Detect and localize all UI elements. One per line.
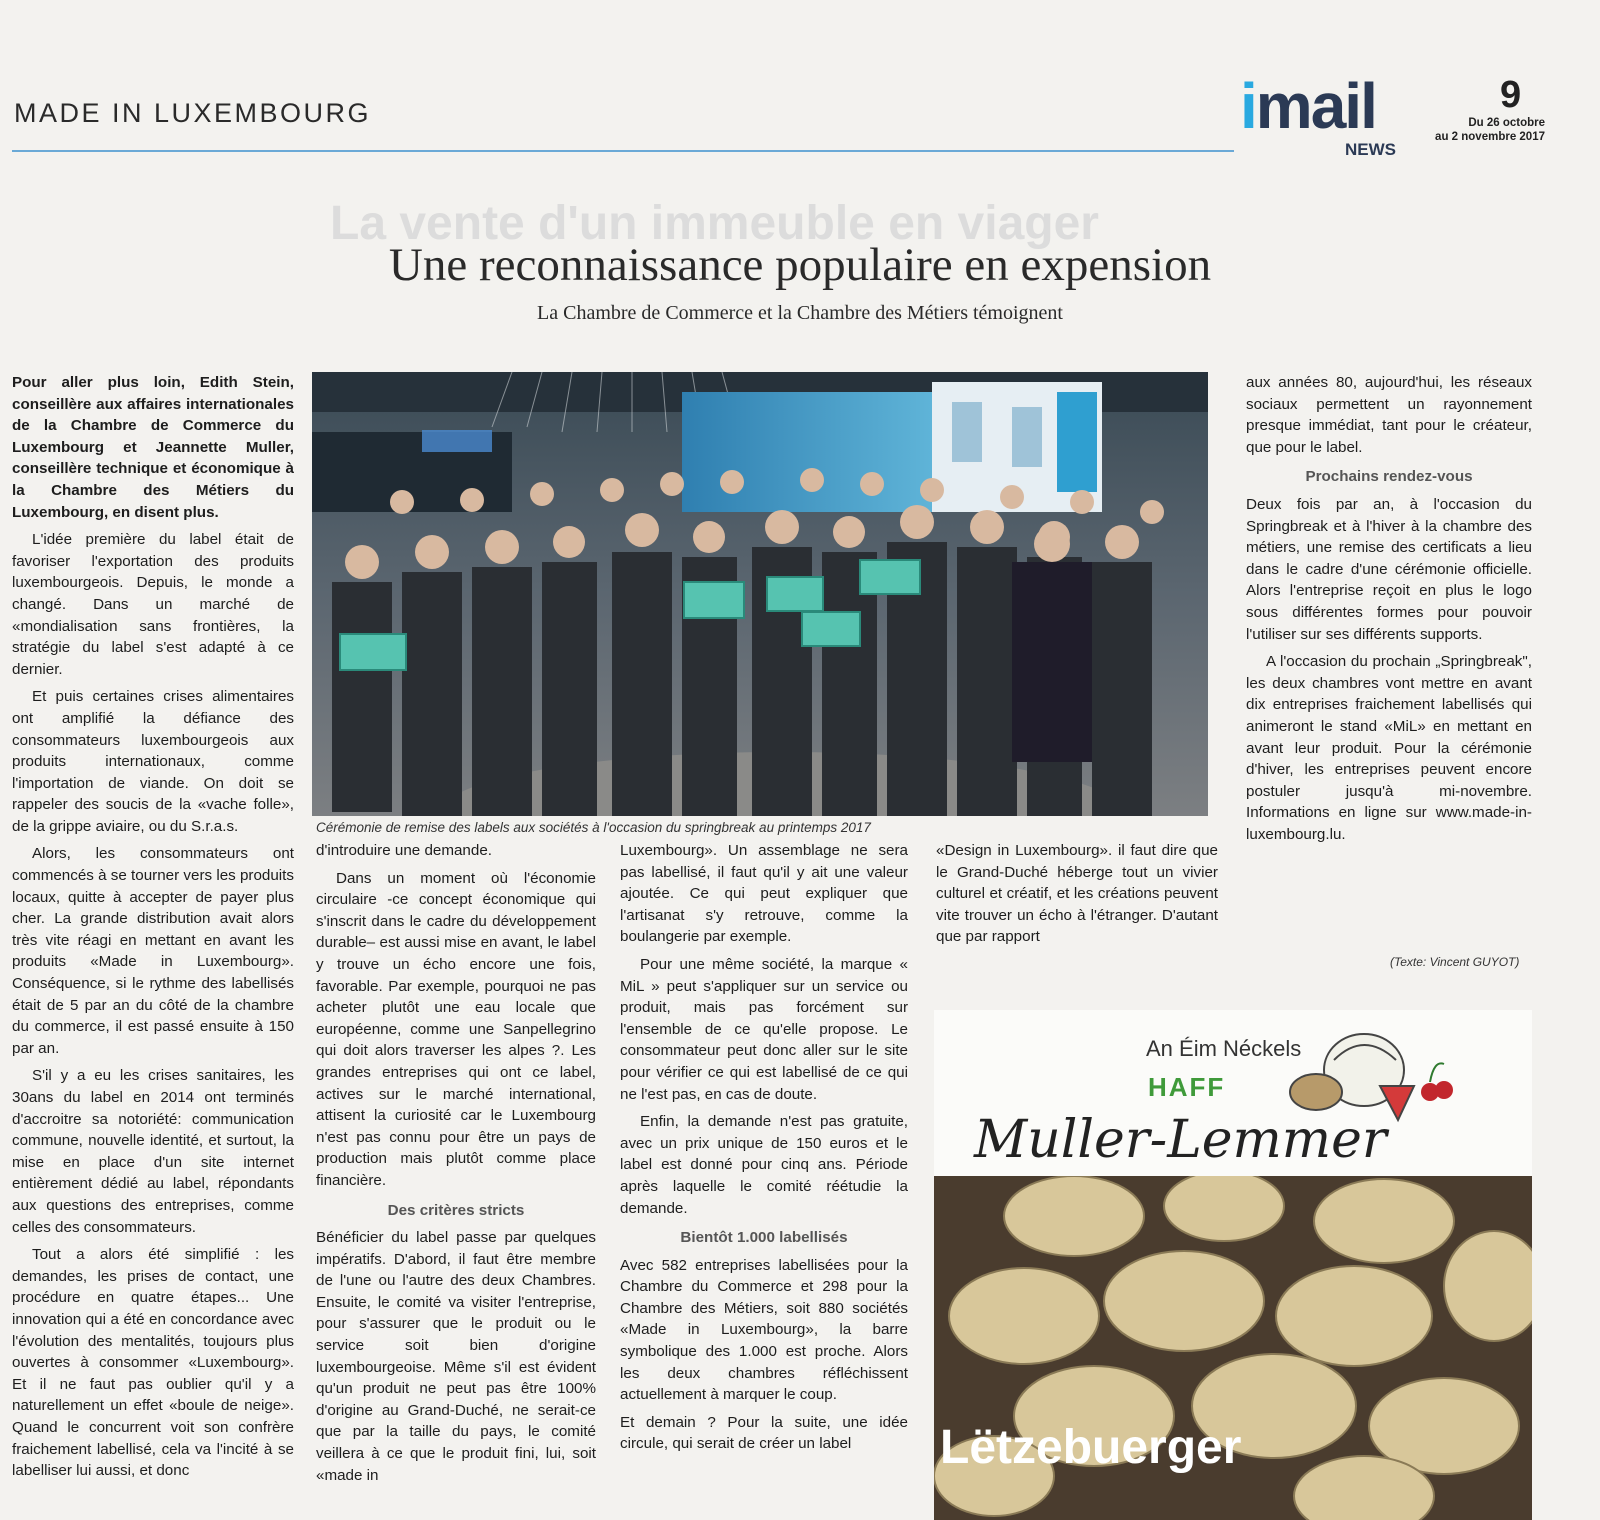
potato-photo <box>934 1176 1532 1520</box>
ad-farm-name: Muller-Lemmer <box>974 1110 1387 1170</box>
column-5 <box>1246 372 1532 851</box>
paragraph: Et demain ? Pour la suite, une idée circule, qui serait de créer un label <box>620 1413 908 1453</box>
paragraph: Alors, les consommateurs ont commencés à se tourner vers les produits locaux, quitte à accepter de payer plus cher. La grande distribution avait alors très vite réagi en mettant en avant les produits «Made in Luxembourg». Conséquence, si le rythme des labellisés était de 5 par an du côté de la chambre du commerce, il est passé ensuite à 150 par an. <box>12 845 294 1057</box>
article-subtitle: La Chambre de Commerce et la Chambre des Métiers témoignent <box>537 302 1063 324</box>
ad-top-line: An Éim Néckels <box>1146 1036 1302 1061</box>
ceremony-photo-graphic <box>312 372 1208 816</box>
imail-logo <box>1240 70 1376 142</box>
article-title: Une reconnaissance populaire en expension <box>388 239 1212 291</box>
ceremony-photo <box>312 372 1208 816</box>
header-rule <box>12 150 1234 152</box>
paragraph: Tout a alors été simplifié : les demandes, les prises de contact, une procédure en quatre étapes... Une innovation qui a été en concordance avec l'évolution des mentalités, toujours plus ouvertes à consommer «Luxembourg». Et il ne faut pas oublier qu'il y a naturellement un effet «boule de neige». Quand le concurrent voit son confrère fraichement labellisé, cela va l'incité à se labelliser lui aussi, et donc <box>12 1246 294 1480</box>
paragraph: Et puis certaines crises alimentaires ont amplifié la défiance des consommateurs luxembourgeois aux produits internationaux, comme l'importation de viande. On doit se rappeler des soucis de la «vache folle», de la grippe aviaire, ou du S.r.a.s. <box>12 688 294 835</box>
paragraph: Enfin, la demande n'est pas gratuite, avec un prix unique de 150 euros et le label est donné pour cinq ans. Période après laquelle le comité réétudie la demande. <box>620 1113 908 1217</box>
column-1 <box>12 372 294 1488</box>
issue-dates <box>1430 116 1545 144</box>
paragraph: Luxembourg». Un assemblage ne sera pas labellisé, il faut qu'il y ait une valeur ajoutée. Ce qui peut expliquer que l'artisanat s'y retrouve, comme la boulangerie par exemple. <box>620 842 908 946</box>
column-4 <box>936 840 1218 954</box>
bleed-through-text: La vente d'un immeuble en viager <box>330 197 1099 250</box>
advertisement <box>934 1010 1532 1520</box>
subheading: Bientôt 1.000 labellisés <box>680 1229 848 1247</box>
photo-caption: Cérémonie de remise des labels aux sociétés à l'occasion du springbreak au printemps 2017 <box>316 820 871 835</box>
issue-date-from: Du 26 octobre <box>1468 117 1545 129</box>
author-credit: (Texte: Vincent GUYOT) <box>1390 955 1520 969</box>
paragraph: Deux fois par an, à l'occasion du Springbreak et à l'hiver à la chambre des métiers, une remise des certificats a lieu dans le cadre d'une cérémonie officielle. Alors l'entreprise reçoit en plus le logo sous différentes formes pour pouvoir l'utiliser sur ses différents supports. <box>1246 495 1532 643</box>
vegetable-illustration <box>1284 1020 1464 1140</box>
lead-paragraph: Pour aller plus loin, Edith Stein, conseillère aux affaires internationales de la Chambre de Commerce du Luxembourg et Jeannette Muller, conseillère technique et économique à la Chambre des Métiers du Luxembourg, en disent plus. <box>12 374 294 521</box>
subheading: Prochains rendez-vous <box>1305 468 1473 486</box>
paragraph: Dans un moment où l'économie circulaire -ce concept économique qui s'inscrit dans le cadre du développement durable– est aussi mise en avant, le label y trouve un écho encore une fois, favorable. Par exemple, pourquoi ne pas acheter plutôt une eau locale que européenne, comme une Sanpellegrino qui doit alors traverser les alpes ?. Les grandes entreprises qui ont ce label, actives sur le marché international, attisent la curiosité car le Luxembourg n'est pas connu pour être un pays de production mais plutôt comme place financière. <box>316 869 596 1189</box>
column-3 <box>620 840 908 1461</box>
paragraph: Bénéficier du label passe par quelques impératifs. D'abord, il faut être membre de l'une ou l'autre des deux Chambres. Ensuite, le comité va visiter l'entreprise, pour s'assurer que le produit ou le service soit bien d'origine luxembourgeoise. Même s'il est évident qu'un produit ne peut pas être 100% d'origine au Grand-Duché, ne serait-ce que par la taille du pays, le comité veillera à ce que le produit fini, lui, soit «made in <box>316 1229 596 1484</box>
column-2 <box>316 840 596 1492</box>
ad-haff: HAFF <box>1148 1072 1226 1102</box>
logo-news: NEWS <box>1345 140 1396 159</box>
paragraph: A l'occasion du prochain „Springbreak", les deux chambres vont mettre en avant dix entreprises fraichement labellisés qui animeront le stand «MiL» en mettant en avant leur produit. Pour la cérémonie d'hiver, les entreprises peuvent encore postuler jusqu'à mi-novembre. Informations en ligne sur www.made-in-luxembourg.lu. <box>1246 653 1532 843</box>
section-rubric: MADE IN LUXEMBOURG <box>14 98 372 128</box>
paragraph: aux années 80, aujourd'hui, les réseaux sociaux permettent un rayonnement presque immédiat, tant pour le créateur, que pour le label. <box>1246 374 1532 456</box>
paragraph: Pour une même société, la marque « MiL » peut s'appliquer sur un service ou produit, mais pas forcément sur l'ensemble de ce qu'elle propose. Le consommateur peut donc aller sur le site pour vérifier ce qui est labellisé de ce qui ne l'est pas, en cas de doute. <box>620 955 908 1103</box>
paragraph: L'idée première du label était de favoriser l'exportation des produits luxembourgeois. Depuis, le monde a changé. Dans un marché de «mondialisation sans frontières, la stratégie du label s'est adapté à ce dernier. <box>12 531 294 678</box>
logo-i: i <box>1240 70 1256 142</box>
page-number: 9 <box>1500 74 1522 116</box>
subheading: Des critères stricts <box>387 1201 525 1219</box>
paragraph: «Design in Luxembourg». il faut dire que le Grand-Duché héberge tout un vivier culturel et créatif, et les créations peuvent vite trouver un écho à l'étranger. D'autant que par rapport <box>936 842 1218 946</box>
paragraph: S'il y a eu les crises sanitaires, les 30ans du label en 2014 ont terminés d'accroitre sa notoriété: communication commune, nouvelle identité, et surtout, la mise en place d'un site internet entièrement dédié au label, répondants aux questions des entreprises, comme celles des consommateurs. <box>12 1067 294 1236</box>
paragraph: Avec 582 entreprises labellisées pour la Chambre du Commerce et 298 pour la Chambre des Métiers, soit 880 sociétés «Made in Luxembourg», la barre symbolique des 1.000 est proche. Alors les deux chambres réfléchissent actuellement à marquer le coup. <box>620 1256 908 1404</box>
paragraph: d'introduire une demande. <box>316 842 492 859</box>
ad-bottom-text: Lëtzebuerger <box>940 1421 1242 1474</box>
issue-date-to: au 2 novembre 2017 <box>1435 131 1545 143</box>
logo-mail: mail <box>1255 70 1376 142</box>
